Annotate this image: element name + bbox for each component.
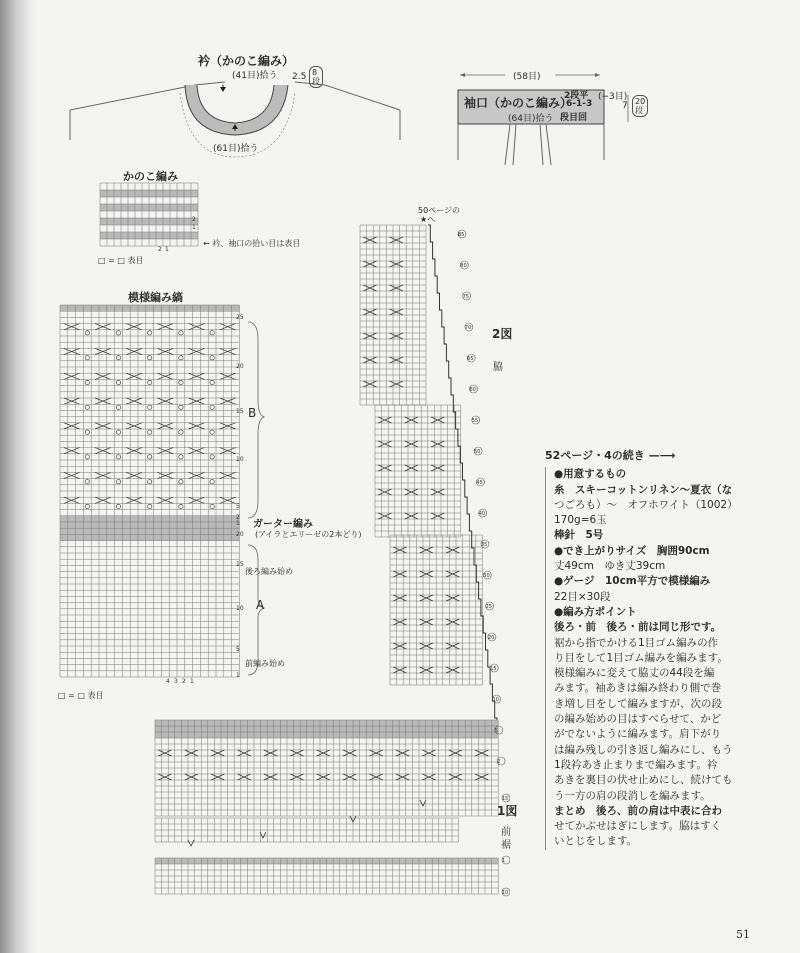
pattern-title: 模様編み縞 <box>128 291 183 304</box>
sleeve-width: (58目) <box>513 72 541 82</box>
cable-cross-symbol <box>390 357 403 363</box>
yo-symbol <box>85 331 89 335</box>
row-marker-label: 65 <box>467 356 474 362</box>
instruction-line: き増し目をして編みますが、次の段 <box>554 697 722 710</box>
row-marker-label: 20 <box>487 635 495 641</box>
cable-cross-symbol <box>64 448 80 454</box>
page-number: 51 <box>736 928 750 941</box>
cable-cross-symbol <box>422 750 435 756</box>
row-marker-label: 15 <box>490 666 497 672</box>
yo-symbol <box>85 405 89 409</box>
pattern-row-num: 1 <box>236 520 240 527</box>
cable-cross-symbol <box>126 348 142 354</box>
cable-cross-symbol <box>393 643 406 649</box>
row-marker-label: 50 <box>474 449 481 455</box>
instruction-line: 後ろ・前 後ろ・前は同じ形です。 <box>554 621 722 634</box>
cable-cross-symbol <box>95 423 111 429</box>
row-marker-label: 80 <box>460 263 467 269</box>
cable-cross-symbol <box>420 571 433 577</box>
row-marker-label: 2 <box>497 759 501 765</box>
instruction-line: つごろも）〜 オフホワイト（1002） <box>554 498 738 511</box>
pattern-col-num: 2 <box>182 678 186 685</box>
row-marker-label: 75 <box>462 294 469 300</box>
cable-cross-symbol <box>420 595 433 601</box>
instruction-line: 22目×30段 <box>554 590 611 603</box>
cable-cross-symbol <box>390 333 403 339</box>
cable-cross-symbol <box>64 398 80 404</box>
cable-cross-symbol <box>446 619 459 625</box>
collar-outer-pick: (61目)拾う <box>213 144 259 154</box>
cable-cross-symbol <box>420 667 433 673</box>
cable-cross-symbol <box>431 489 444 495</box>
sleeve-dec-pattern: 6-1-3 <box>566 99 593 109</box>
row-marker-label: 40 <box>478 511 486 517</box>
cable-cross-symbol <box>390 237 403 243</box>
ref-page: 50ページの <box>418 206 461 215</box>
row-marker-label: 85 <box>458 232 465 238</box>
book-gutter-shadow <box>0 0 38 953</box>
cable-cross-symbol <box>126 423 142 429</box>
cable-cross-symbol <box>64 472 80 478</box>
cable-cross-symbol <box>158 774 171 780</box>
sleeve-band-title: 袖口（かのこ編み） <box>464 96 573 110</box>
instruction-line: 裾から指でかける1目ゴム編みの作 <box>554 636 719 649</box>
pattern-col-num: 1 <box>190 678 194 685</box>
instruction-line: せてかぶせはぎにします。脇はすく <box>554 820 722 833</box>
armhole-grid-2 <box>390 535 482 685</box>
pattern-col-num: 3 <box>174 678 178 685</box>
row-marker-label: 30 <box>483 573 490 579</box>
collar-inner-pick: (41目)拾う <box>232 71 278 81</box>
instruction-line: 丈49cm ゆき丈39cm <box>554 560 666 573</box>
cable-cross-symbol <box>264 774 277 780</box>
cable-cross-symbol <box>343 774 356 780</box>
cable-cross-symbol <box>158 750 171 756</box>
cable-cross-symbol <box>64 497 80 503</box>
row-marker-label: 5 <box>494 728 498 734</box>
cable-cross-symbol <box>363 381 376 387</box>
row-marker-label: 70 <box>464 325 472 331</box>
cable-cross-symbol <box>405 465 418 471</box>
instruction-line: ●用意するもの <box>554 468 627 481</box>
pattern-row-num: 1 <box>236 672 240 679</box>
rib-grid <box>155 858 498 894</box>
cable-cross-symbol <box>405 417 418 423</box>
cable-cross-symbol <box>363 237 376 243</box>
yo-symbol <box>85 380 89 384</box>
yo-symbol <box>85 455 89 459</box>
sleeve-rows: 20 段 <box>632 95 648 117</box>
v-symbol <box>188 840 194 846</box>
diagram2-label: 2図 <box>492 327 513 341</box>
yo-symbol <box>85 430 89 434</box>
cable-cross-symbol <box>390 261 403 267</box>
cable-cross-symbol <box>290 774 303 780</box>
collar-width: 2.5 <box>292 72 307 82</box>
pattern-label-a: A <box>256 598 265 612</box>
cable-cross-symbol <box>405 489 418 495</box>
cable-cross-symbol <box>393 667 406 673</box>
cable-cross-symbol <box>390 285 403 291</box>
pattern-row-num: 20 <box>236 363 244 370</box>
cable-cross-symbol <box>290 750 303 756</box>
pattern-row-num: 2 <box>236 514 240 521</box>
cable-cross-symbol <box>446 571 459 577</box>
v-symbol <box>420 800 426 806</box>
sleeve-height: 7 <box>622 101 628 111</box>
pattern-row-num: 10 <box>236 456 244 463</box>
cable-cross-symbol <box>449 774 462 780</box>
instruction-line: まとめ 後ろ、前の肩は中表に合わ <box>554 804 722 817</box>
cable-cross-symbol <box>396 774 409 780</box>
diagram1-hem: 前 裾 <box>501 827 511 851</box>
instruction-line: ●ゲージ 10cm平方で模様編み <box>554 575 711 588</box>
pattern-label-b: B <box>248 406 257 420</box>
pattern-legend: □ = □ 表目 <box>58 691 104 700</box>
hem-row-label: 1 <box>502 858 506 864</box>
row-marker-label: 25 <box>485 604 492 610</box>
instructions-block <box>545 448 750 850</box>
cable-cross-symbol <box>431 417 444 423</box>
sleeve-dec-label: 段目回 <box>560 113 588 123</box>
cable-cross-symbol <box>363 357 376 363</box>
yo-symbol <box>85 504 89 508</box>
cable-cross-symbol <box>475 750 488 756</box>
cable-cross-symbol <box>95 472 111 478</box>
cable-cross-symbol <box>378 465 391 471</box>
cable-cross-symbol <box>238 774 251 780</box>
row-marker-label: 35 <box>481 542 488 548</box>
instruction-line: 1段衿あき止まりまで編みます。衿 <box>554 758 718 771</box>
sleeve-minus: (−3目) <box>598 92 628 102</box>
cable-cross-symbol <box>390 381 403 387</box>
back-start: 後ろ編み始め <box>245 567 293 576</box>
yo-symbol <box>116 331 120 335</box>
cable-cross-symbol <box>95 324 111 330</box>
cable-cross-symbol <box>126 497 142 503</box>
cable-cross-symbol <box>126 324 142 330</box>
cable-cross-symbol <box>211 750 224 756</box>
cable-cross-symbol <box>126 398 142 404</box>
cable-cross-symbol <box>343 750 356 756</box>
cable-cross-symbol <box>363 261 376 267</box>
cable-cross-symbol <box>126 472 142 478</box>
cable-cross-symbol <box>95 398 111 404</box>
instruction-line: いとじをします。 <box>554 835 638 848</box>
cable-cross-symbol <box>95 497 111 503</box>
cable-cross-symbol <box>431 513 444 519</box>
cable-cross-symbol <box>431 465 444 471</box>
collar-rows: 8 段 <box>309 66 323 88</box>
v-symbol <box>260 832 266 838</box>
instructions-lines <box>545 467 750 849</box>
hem-row-label: 10 <box>502 890 509 896</box>
instruction-line: ●でき上がりサイズ 胸囲90cm <box>554 544 710 557</box>
garter-label: ガーター編み <box>253 519 313 530</box>
cable-cross-symbol <box>378 417 391 423</box>
cable-cross-symbol <box>446 595 459 601</box>
cable-cross-symbol <box>363 309 376 315</box>
cable-cross-symbol <box>95 448 111 454</box>
cable-cross-symbol <box>64 373 80 379</box>
cable-cross-symbol <box>378 489 391 495</box>
cable-cross-symbol <box>95 348 111 354</box>
cable-cross-symbol <box>211 774 224 780</box>
cable-cross-symbol <box>420 547 433 553</box>
yo-symbol <box>116 356 120 360</box>
instructions-header: 52ページ・4の続き —⟶ <box>545 449 676 462</box>
instruction-line: 棒針 5号 <box>554 529 604 542</box>
garter-note: (アイラとエリーゼの2本どり) <box>255 530 362 539</box>
cable-cross-symbol <box>317 750 330 756</box>
pattern-row-num: 5 <box>236 646 240 653</box>
cable-cross-symbol <box>317 774 330 780</box>
instruction-line: は編み残しの引き返し編みにし、もう <box>554 743 733 756</box>
cable-cross-symbol <box>126 373 142 379</box>
cable-cross-symbol <box>370 774 383 780</box>
pattern-row-num: 15 <box>236 408 244 415</box>
cable-cross-symbol <box>185 750 198 756</box>
instruction-line: り目をして1目ゴム編みを編みます。 <box>554 651 728 664</box>
instruction-line: 糸 スキーコットンリネン〜夏衣（な <box>554 483 733 496</box>
cable-cross-symbol <box>363 285 376 291</box>
pattern-row-num: 20 <box>236 531 244 538</box>
yo-symbol <box>116 504 120 508</box>
instruction-line: ●編み方ポイント <box>554 605 637 618</box>
instruction-line: の編み始めの目はすべらせて、かど <box>554 713 722 726</box>
cable-cross-symbol <box>390 309 403 315</box>
hem-row-label: 15 <box>502 796 509 802</box>
instruction-line: がでないように編みます。肩下がり <box>554 728 722 741</box>
kanoko-row-num: 2 <box>192 216 196 223</box>
pattern-row-num: 25 <box>236 314 244 321</box>
armhole-grid-0 <box>360 225 426 405</box>
shoulder-grid <box>155 818 459 842</box>
row-marker-label: 45 <box>476 480 483 486</box>
cable-cross-symbol <box>446 547 459 553</box>
cable-cross-symbol <box>126 448 142 454</box>
row-marker-label: 10 <box>492 697 499 703</box>
front-start: 前編み始め <box>245 659 285 668</box>
cable-cross-symbol <box>264 750 277 756</box>
pattern-row-num: 15 <box>236 561 244 568</box>
yo-symbol <box>116 480 120 484</box>
yo-symbol <box>85 480 89 484</box>
cable-cross-symbol <box>95 373 111 379</box>
row-marker-label: 55 <box>471 418 479 424</box>
pattern-row-num: 10 <box>236 605 244 612</box>
cable-cross-symbol <box>449 750 462 756</box>
instruction-line: みます。袖あきは編み終わり側で巻 <box>554 682 722 695</box>
cable-cross-symbol <box>64 348 80 354</box>
pattern-row-num: 5 <box>236 503 240 510</box>
collar-title: 衿（かのこ編み） <box>198 54 295 68</box>
cable-cross-symbol <box>370 750 383 756</box>
instruction-line: う一方の肩の段消しを編みます。 <box>554 789 711 802</box>
cable-cross-symbol <box>393 595 406 601</box>
hem-grid <box>155 720 501 816</box>
cable-cross-symbol <box>238 750 251 756</box>
instruction-line: 模様編みに変えて脇丈の44段を編 <box>554 667 715 680</box>
cable-cross-symbol <box>475 774 488 780</box>
yo-symbol <box>116 430 120 434</box>
cable-cross-symbol <box>185 774 198 780</box>
diagram1-label: 1図 <box>497 804 518 818</box>
cable-cross-symbol <box>422 774 435 780</box>
kanoko-row-num: 1 <box>192 224 196 231</box>
cable-cross-symbol <box>405 441 418 447</box>
yo-symbol <box>85 356 89 360</box>
cable-cross-symbol <box>420 643 433 649</box>
pattern-col-num: 4 <box>166 678 170 685</box>
cable-cross-symbol <box>396 750 409 756</box>
cable-cross-symbol <box>405 513 418 519</box>
kanoko-col-num: 2 <box>158 246 162 253</box>
yo-symbol <box>116 380 120 384</box>
instruction-line: あきを裏目の伏せ止めにし、続けても <box>554 774 733 787</box>
cable-cross-symbol <box>64 324 80 330</box>
cable-cross-symbol <box>431 441 444 447</box>
kanoko-col-num: 1 <box>165 246 169 253</box>
cable-cross-symbol <box>378 513 391 519</box>
sleeve-dec-rows: 2段平 <box>564 91 589 101</box>
yo-symbol <box>116 455 120 459</box>
yo-symbol <box>116 405 120 409</box>
instruction-line: 170g=6玉 <box>554 514 607 527</box>
cable-cross-symbol <box>363 333 376 339</box>
cable-cross-symbol <box>446 643 459 649</box>
kanoko-title: かのこ編み <box>123 170 178 183</box>
ref-star: ★へ <box>420 215 436 224</box>
cable-cross-symbol <box>393 619 406 625</box>
cable-cross-symbol <box>378 441 391 447</box>
cable-cross-symbol <box>393 571 406 577</box>
kanoko-note: ← 衿、袖口の拾い目は表目 <box>203 239 301 248</box>
row-marker-label: 60 <box>469 387 476 393</box>
cable-cross-symbol <box>64 423 80 429</box>
sleeve-pick: (64目)拾う <box>508 114 554 124</box>
cable-cross-symbol <box>393 547 406 553</box>
cable-cross-symbol <box>420 619 433 625</box>
armhole-hem-chart <box>150 200 513 910</box>
cable-cross-symbol <box>446 667 459 673</box>
diagram2-side: 脇 <box>493 362 503 373</box>
kanoko-legend: □ = □ 表目 <box>98 256 144 265</box>
